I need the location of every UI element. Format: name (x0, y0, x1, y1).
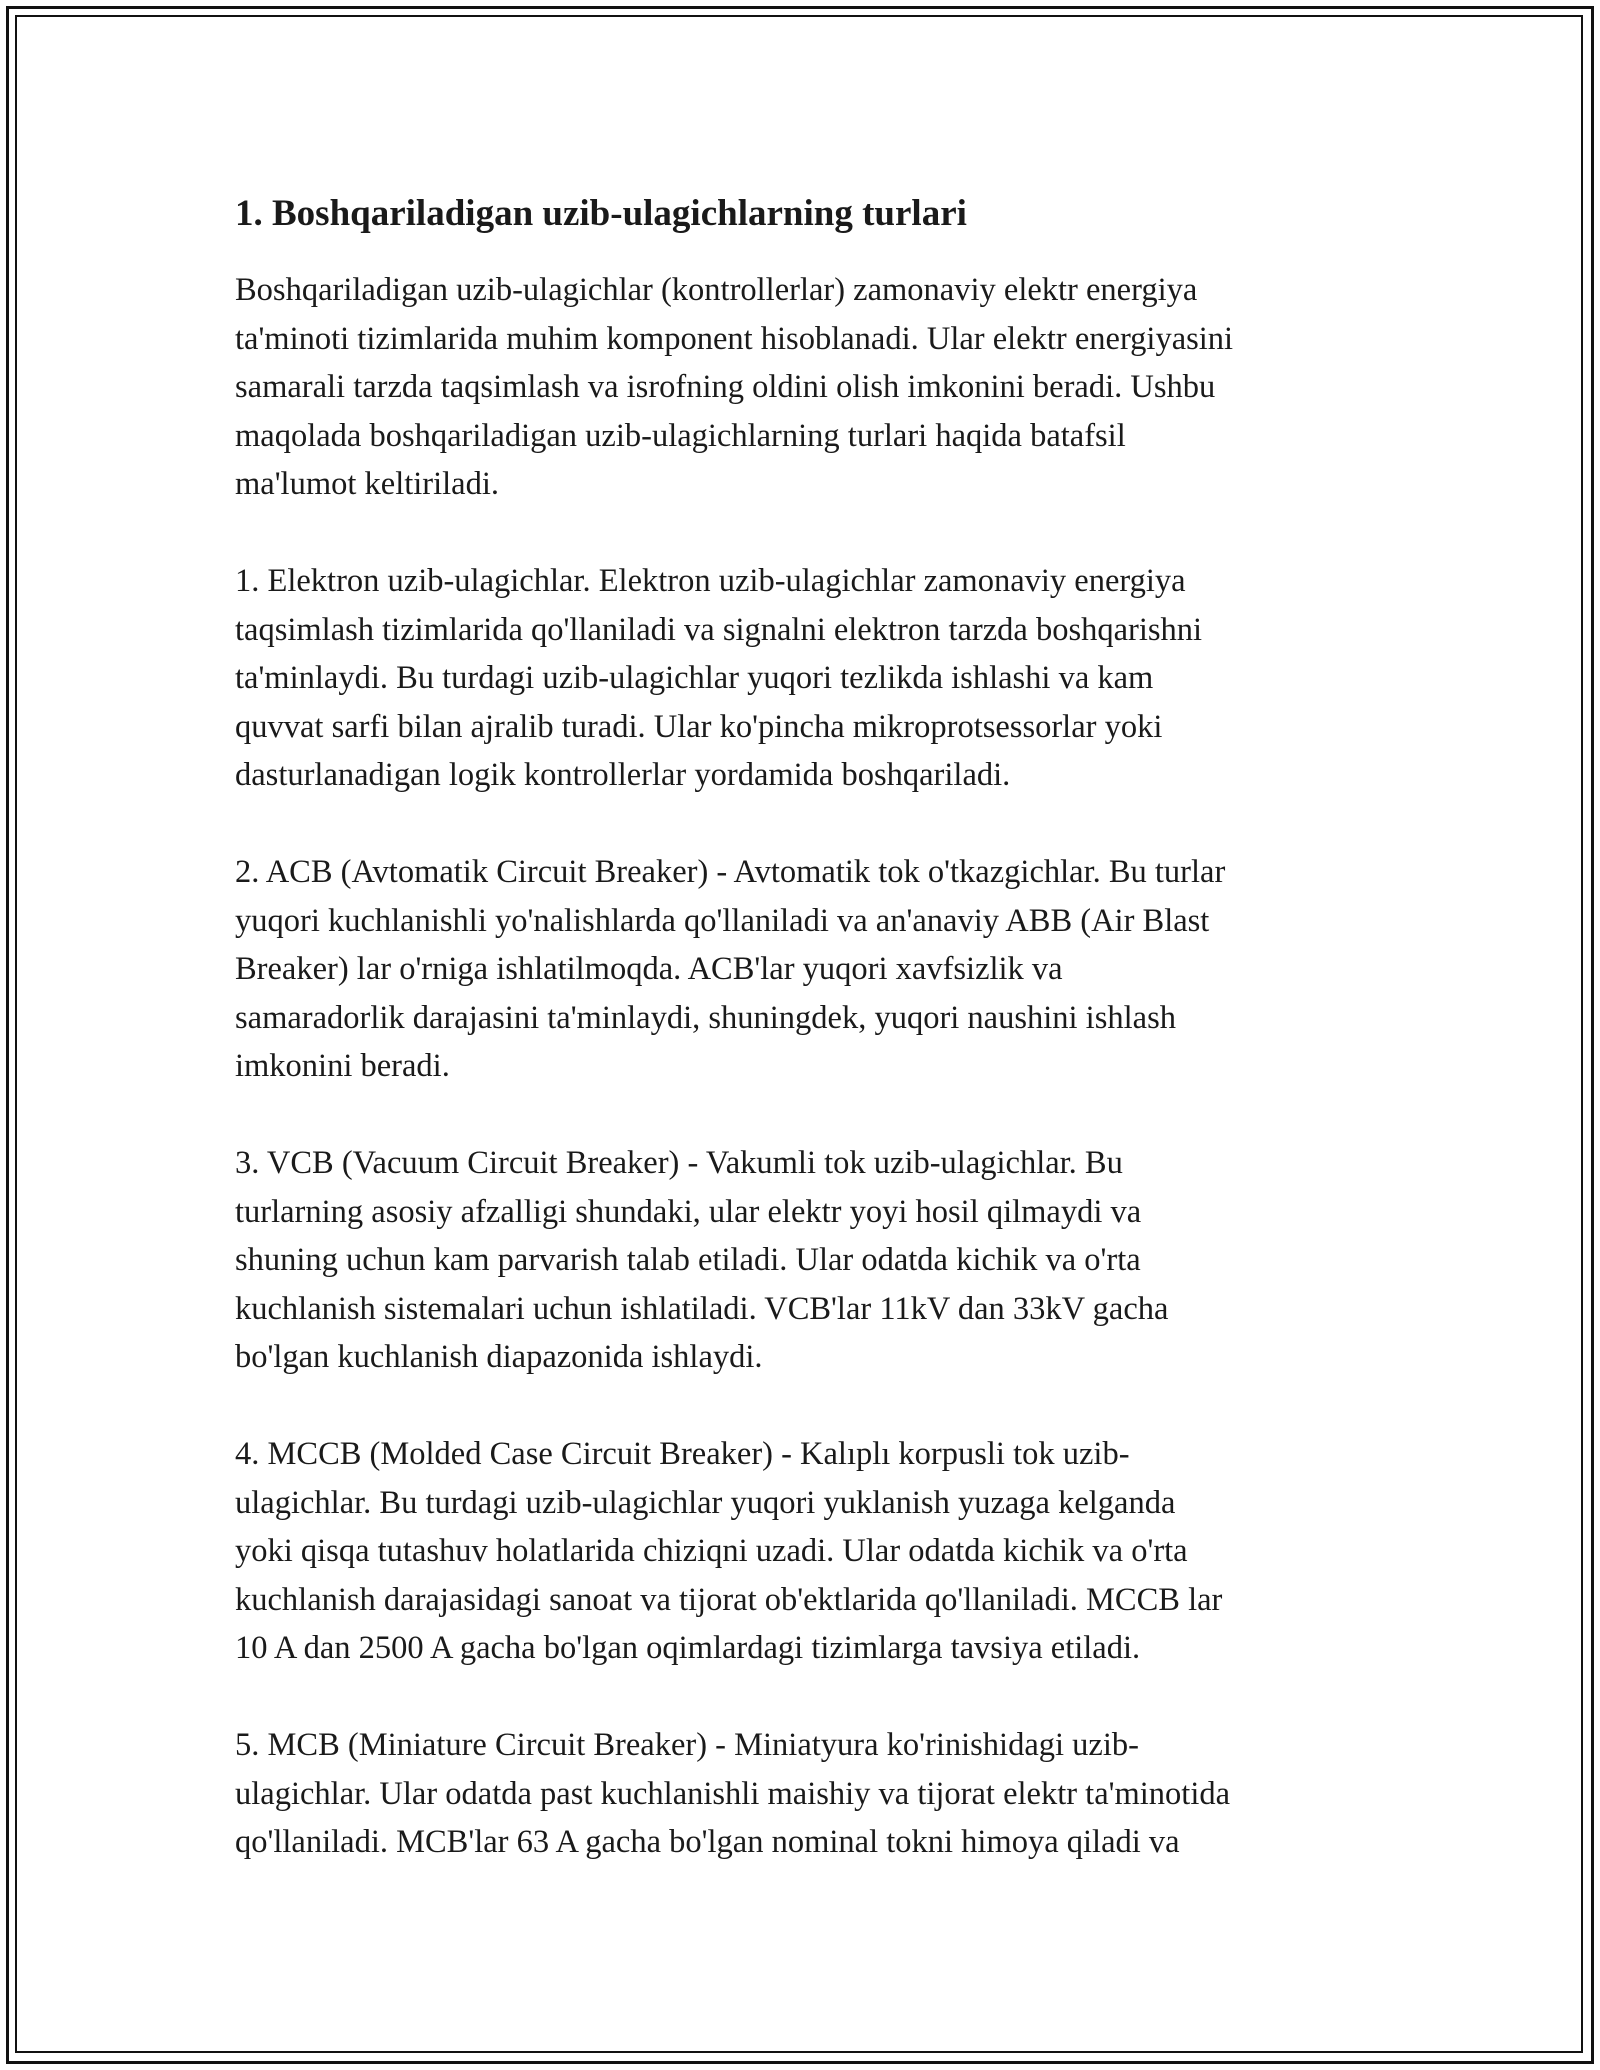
text-line: ulagichlar. Bu turdagi uzib-ulagichlar yuqori yuklanish yuzaga kelganda (235, 1484, 1176, 1521)
text-line: imkonini beradi. (235, 1048, 450, 1084)
text-line: 1. Elektron uzib-ulagichlar. Elektron uzib-ulagichlar zamonaviy energiya (235, 563, 1186, 599)
text-line: ma'lumot keltiriladi. (235, 466, 499, 502)
section-electronic-breakers (235, 557, 1375, 800)
text-line: Breaker) lar o'rniga ishlatilmoqda. ACB'lar yuqori xavfsizlik va (235, 951, 1063, 987)
section-mcb (235, 1721, 1375, 1867)
text-line: samarali tarzda taqsimlash va isrofning oldini olish imkonini beradi. Ushbu (235, 369, 1216, 405)
document-title: 1. Boshqariladigan uzib-ulagichlarning turlari (235, 193, 967, 234)
text-line: ulagichlar. Ular odatda past kuchlanishli maishiy va tijorat elektr ta'minotida (235, 1775, 1231, 1812)
text-line: Boshqariladigan uzib-ulagichlar (kontrollerlar) zamonaviy elektr energiya (235, 272, 1198, 308)
section-vcb (235, 1139, 1375, 1382)
text-line: 2. ACB (Avtomatik Circuit Breaker) - Avtomatik tok o'tkazgichlar. Bu turlar (235, 854, 1226, 890)
text-line: maqolada boshqariladigan uzib-ulagichlarning turlari haqida batafsil (235, 417, 1126, 454)
section-mccb (235, 1430, 1375, 1673)
text-line: qo'llaniladi. MCB'lar 63 A gacha bo'lgan nominal tokni himoya qiladi va (235, 1824, 1180, 1860)
text-line: 3. VCB (Vacuum Circuit Breaker) - Vakumli tok uzib-ulagichlar. Bu (235, 1145, 1123, 1181)
text-line: dasturlanadigan logik kontrollerlar yordamida boshqariladi. (235, 757, 1011, 793)
document-page (235, 186, 1375, 1915)
text-line: ta'minoti tizimlarida muhim komponent hisoblanadi. Ular elektr energiyasini (235, 320, 1234, 357)
text-line: yuqori kuchlanishli yo'nalishlarda qo'llaniladi va an'anaviy ABB (Air Blast (235, 902, 1210, 939)
text-line: taqsimlash tizimlarida qo'llaniladi va signalni elektron tarzda boshqarishni (235, 611, 1203, 648)
text-line: 10 A dan 2500 A gacha bo'lgan oqimlardagi tizimlarga tavsiya etiladi. (235, 1630, 1141, 1666)
text-line: 5. MCB (Miniature Circuit Breaker) - Miniatyura ko'rinishidagi uzib- (235, 1727, 1139, 1763)
text-line: yoki qisqa tutashuv holatlarida chiziqni uzadi. Ular odatda kichik va o'rta (235, 1533, 1188, 1569)
text-line: kuchlanish sistemalari uchun ishlatiladi. VCB'lar 11kV dan 33kV gacha (235, 1290, 1169, 1327)
text-line: ta'minlaydi. Bu turdagi uzib-ulagichlar yuqori tezlikda ishlashi va kam (235, 660, 1154, 696)
text-line: kuchlanish darajasidagi sanoat va tijorat ob'ektlarida qo'llaniladi. MCCB lar (235, 1581, 1223, 1618)
text-line: quvvat sarfi bilan ajralib turadi. Ular ko'pincha mikroprotsessorlar yoki (235, 708, 1163, 745)
intro-paragraph (235, 266, 1375, 509)
text-line: 4. MCCB (Molded Case Circuit Breaker) - Kalıplı korpusli tok uzib- (235, 1436, 1130, 1472)
text-line: shuning uchun kam parvarish talab etiladi. Ular odatda kichik va o'rta (235, 1242, 1141, 1278)
text-line: samaradorlik darajasini ta'minlaydi, shuningdek, yuqori naushini ishlash (235, 999, 1176, 1036)
text-line: turlarning asosiy afzalligi shundaki, ular elektr yoyi hosil qilmaydi va (235, 1193, 1142, 1230)
text-line: bo'lgan kuchlanish diapazonida ishlaydi. (235, 1339, 763, 1375)
section-acb (235, 848, 1375, 1091)
